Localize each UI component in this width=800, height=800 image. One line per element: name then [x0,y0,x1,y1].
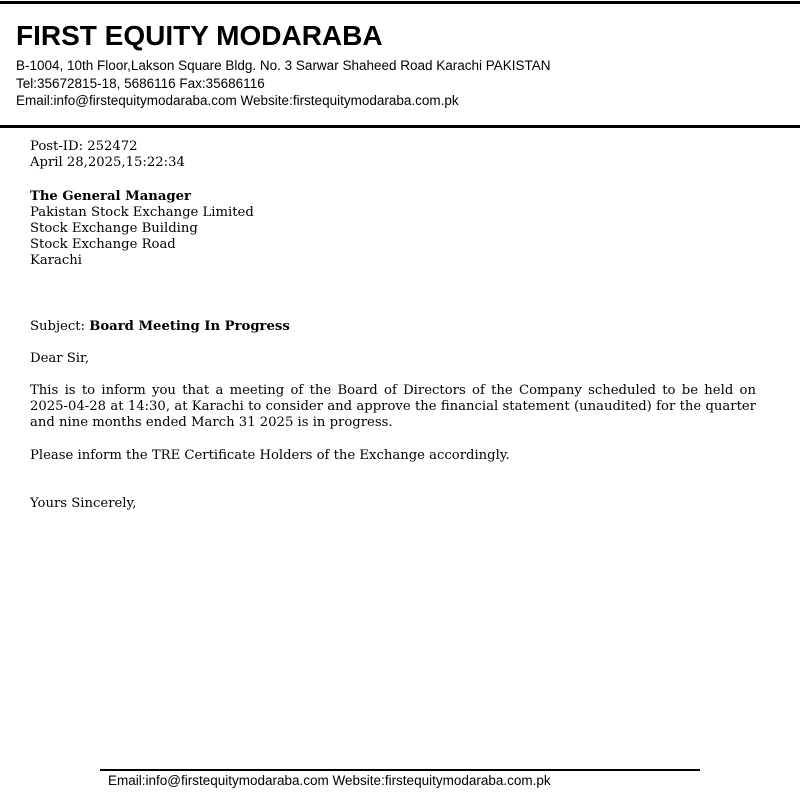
letter-datetime: April 28,2025,15:22:34 [30,155,185,170]
subject-label: Subject: [30,319,85,334]
company-address: B-1004, 10th Floor,Lakson Square Bldg. No. 3 Sarwar Shaheed Road Karachi PAKISTAN [16,58,551,73]
recipient-line: Karachi [30,253,82,268]
meta-block [30,139,756,171]
body-paragraph-2: Please inform the TRE Certificate Holders of the Exchange accordingly. [30,448,510,463]
subject-line [30,319,756,335]
page-footer [100,769,700,789]
subject-text: Board Meeting In Progress [89,319,290,334]
company-name: FIRST EQUITY MODARABA [16,20,383,51]
body-paragraph-1: This is to inform you that a meeting of the Board of Directors of the Company scheduled to be held on 2025-04-28 at 14:30, at Karachi to consider and approve the financial statement (unaudited) for the quarter and nine months ended March 31 2025 is in progress. [30,383,756,430]
company-phone: Tel:35672815-18, 5686116 Fax:35686116 [16,75,265,91]
company-contact: Email:info@firstequitymodaraba.com Website:firstequitymodaraba.com.pk [16,93,459,108]
recipient-title: The General Manager [30,189,191,204]
closing: Yours Sincerely, [30,496,137,511]
recipient-line: Stock Exchange Road [30,237,176,252]
footer-contact: Email:info@firstequitymodaraba.com Website:firstequitymodaraba.com.pk [108,773,551,788]
letterhead [16,21,784,110]
recipient-block [30,189,756,269]
post-id: Post-ID: 252472 [30,139,138,154]
recipient-line: Pakistan Stock Exchange Limited [30,205,254,220]
salutation: Dear Sir, [30,351,90,366]
letter-body [30,139,756,512]
top-divider [0,1,800,4]
letterhead-divider [0,125,800,128]
recipient-line: Stock Exchange Building [30,221,198,236]
